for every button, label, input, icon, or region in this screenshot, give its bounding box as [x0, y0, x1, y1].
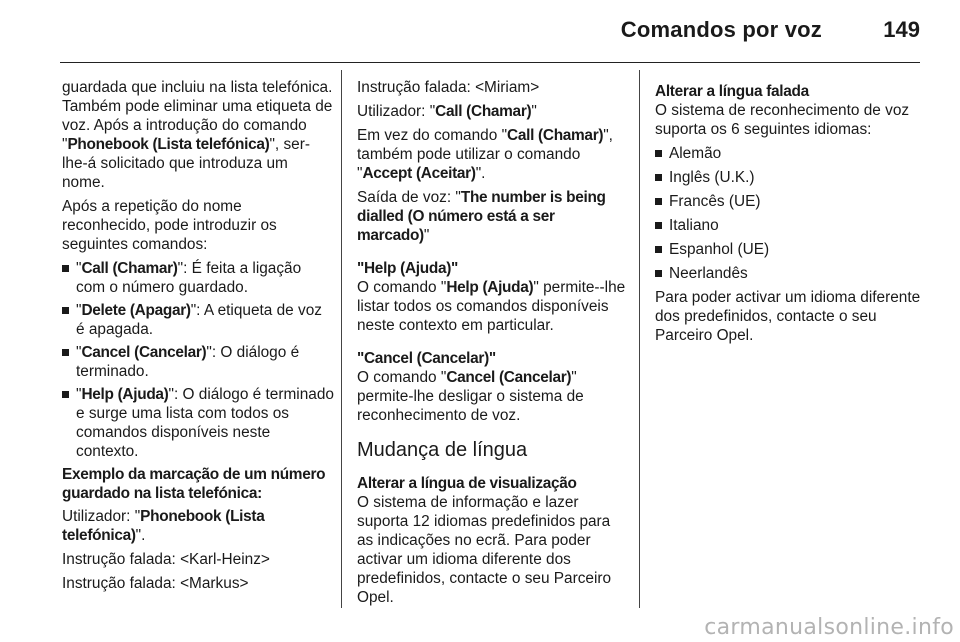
list-item: Neerlandês — [655, 264, 923, 283]
page-number: 149 — [883, 17, 920, 42]
help-heading: "Help (Ajuda)" — [357, 260, 459, 277]
list-item: Alemão — [655, 144, 923, 163]
language-list — [655, 144, 923, 283]
cancel-paragraph: O comando "Cancel (Cancelar)" permite-lhe desligar o sistema de reconhecimento de voz. — [357, 369, 584, 424]
example-user-call: Utilizador: "Call (Chamar)" — [357, 103, 537, 120]
repeat-paragraph: Após a repetição do nome reconhecido, pode introduzir os seguintes comandos: — [62, 198, 277, 253]
list-item: Italiano — [655, 216, 923, 235]
alternative-command: Em vez do comando "Call (Chamar)", também pode utilizar o comando "Accept (Aceitar)". — [357, 127, 613, 182]
watermark: carmanualsonline.info — [704, 615, 954, 640]
list-item: "Cancel (Cancelar)": O diálogo é terminado. — [62, 343, 334, 381]
display-language-paragraph: O sistema de informação e lazer suporta 12 idiomas predefinidos para as indicações no ecrã. Para poder activar um idioma diferente dos predefinidos, contacte o seu Parceiro Opel. — [357, 494, 612, 606]
list-item: Espanhol (UE) — [655, 240, 923, 259]
cancel-heading: "Cancel (Cancelar)" — [357, 350, 496, 367]
column-1 — [62, 78, 334, 598]
column-3 — [655, 82, 923, 350]
voice-output: Saída de voz: "The number is being dialled (O número está a ser marcado)" — [357, 189, 606, 244]
example-prompt-markus: Instrução falada: <Markus> — [62, 575, 249, 592]
help-paragraph: O comando "Help (Ajuda)" permite--lhe listar todos os comandos disponíveis neste contexto em particular. — [357, 279, 626, 334]
example-user-line: Utilizador: "Phonebook (Lista telefónica)". — [62, 508, 265, 544]
example-heading: Exemplo da marcação de um número guardado na lista telefónica: — [62, 466, 326, 502]
page-title: Comandos por voz — [620, 17, 822, 42]
display-language-heading: Alterar a língua de visualização — [357, 475, 577, 492]
column-divider-left — [341, 70, 342, 608]
list-item: Inglês (U.K.) — [655, 168, 923, 187]
spoken-language-heading: Alterar a língua falada — [655, 83, 809, 100]
example-prompt-karl: Instrução falada: <Karl-Heinz> — [62, 551, 270, 568]
spoken-language-paragraph: O sistema de reconhecimento de voz suporta os 6 seguintes idiomas: — [655, 102, 910, 138]
closing-paragraph: Para poder activar um idioma diferente dos predefinidos, contacte o seu Parceiro Opel. — [655, 289, 921, 344]
list-item: "Call (Chamar)": É feita a ligação com o número guardado. — [62, 259, 334, 297]
list-item: "Delete (Apagar)": A etiqueta de voz é apagada. — [62, 301, 334, 339]
page-header — [60, 0, 920, 63]
intro-paragraph: guardada que incluiu na lista telefónica. Também pode eliminar uma etiqueta de voz. Após a introdução do comando "Phonebook (Lista telefónica)", ser-lhe-á solicitado que introduza um nome. — [62, 79, 333, 191]
command-phonebook: Phonebook (Lista telefónica) — [67, 136, 270, 153]
list-item: Francês (UE) — [655, 192, 923, 211]
column-2 — [357, 78, 629, 612]
list-item: "Help (Ajuda)": O diálogo é terminado e surge uma lista com todos os comandos disponíveis neste contexto. — [62, 385, 334, 461]
example-prompt-miriam: Instrução falada: <Miriam> — [357, 79, 540, 96]
section-heading: Mudança de língua — [357, 439, 528, 461]
command-list — [62, 259, 334, 461]
column-divider-right — [639, 70, 640, 608]
